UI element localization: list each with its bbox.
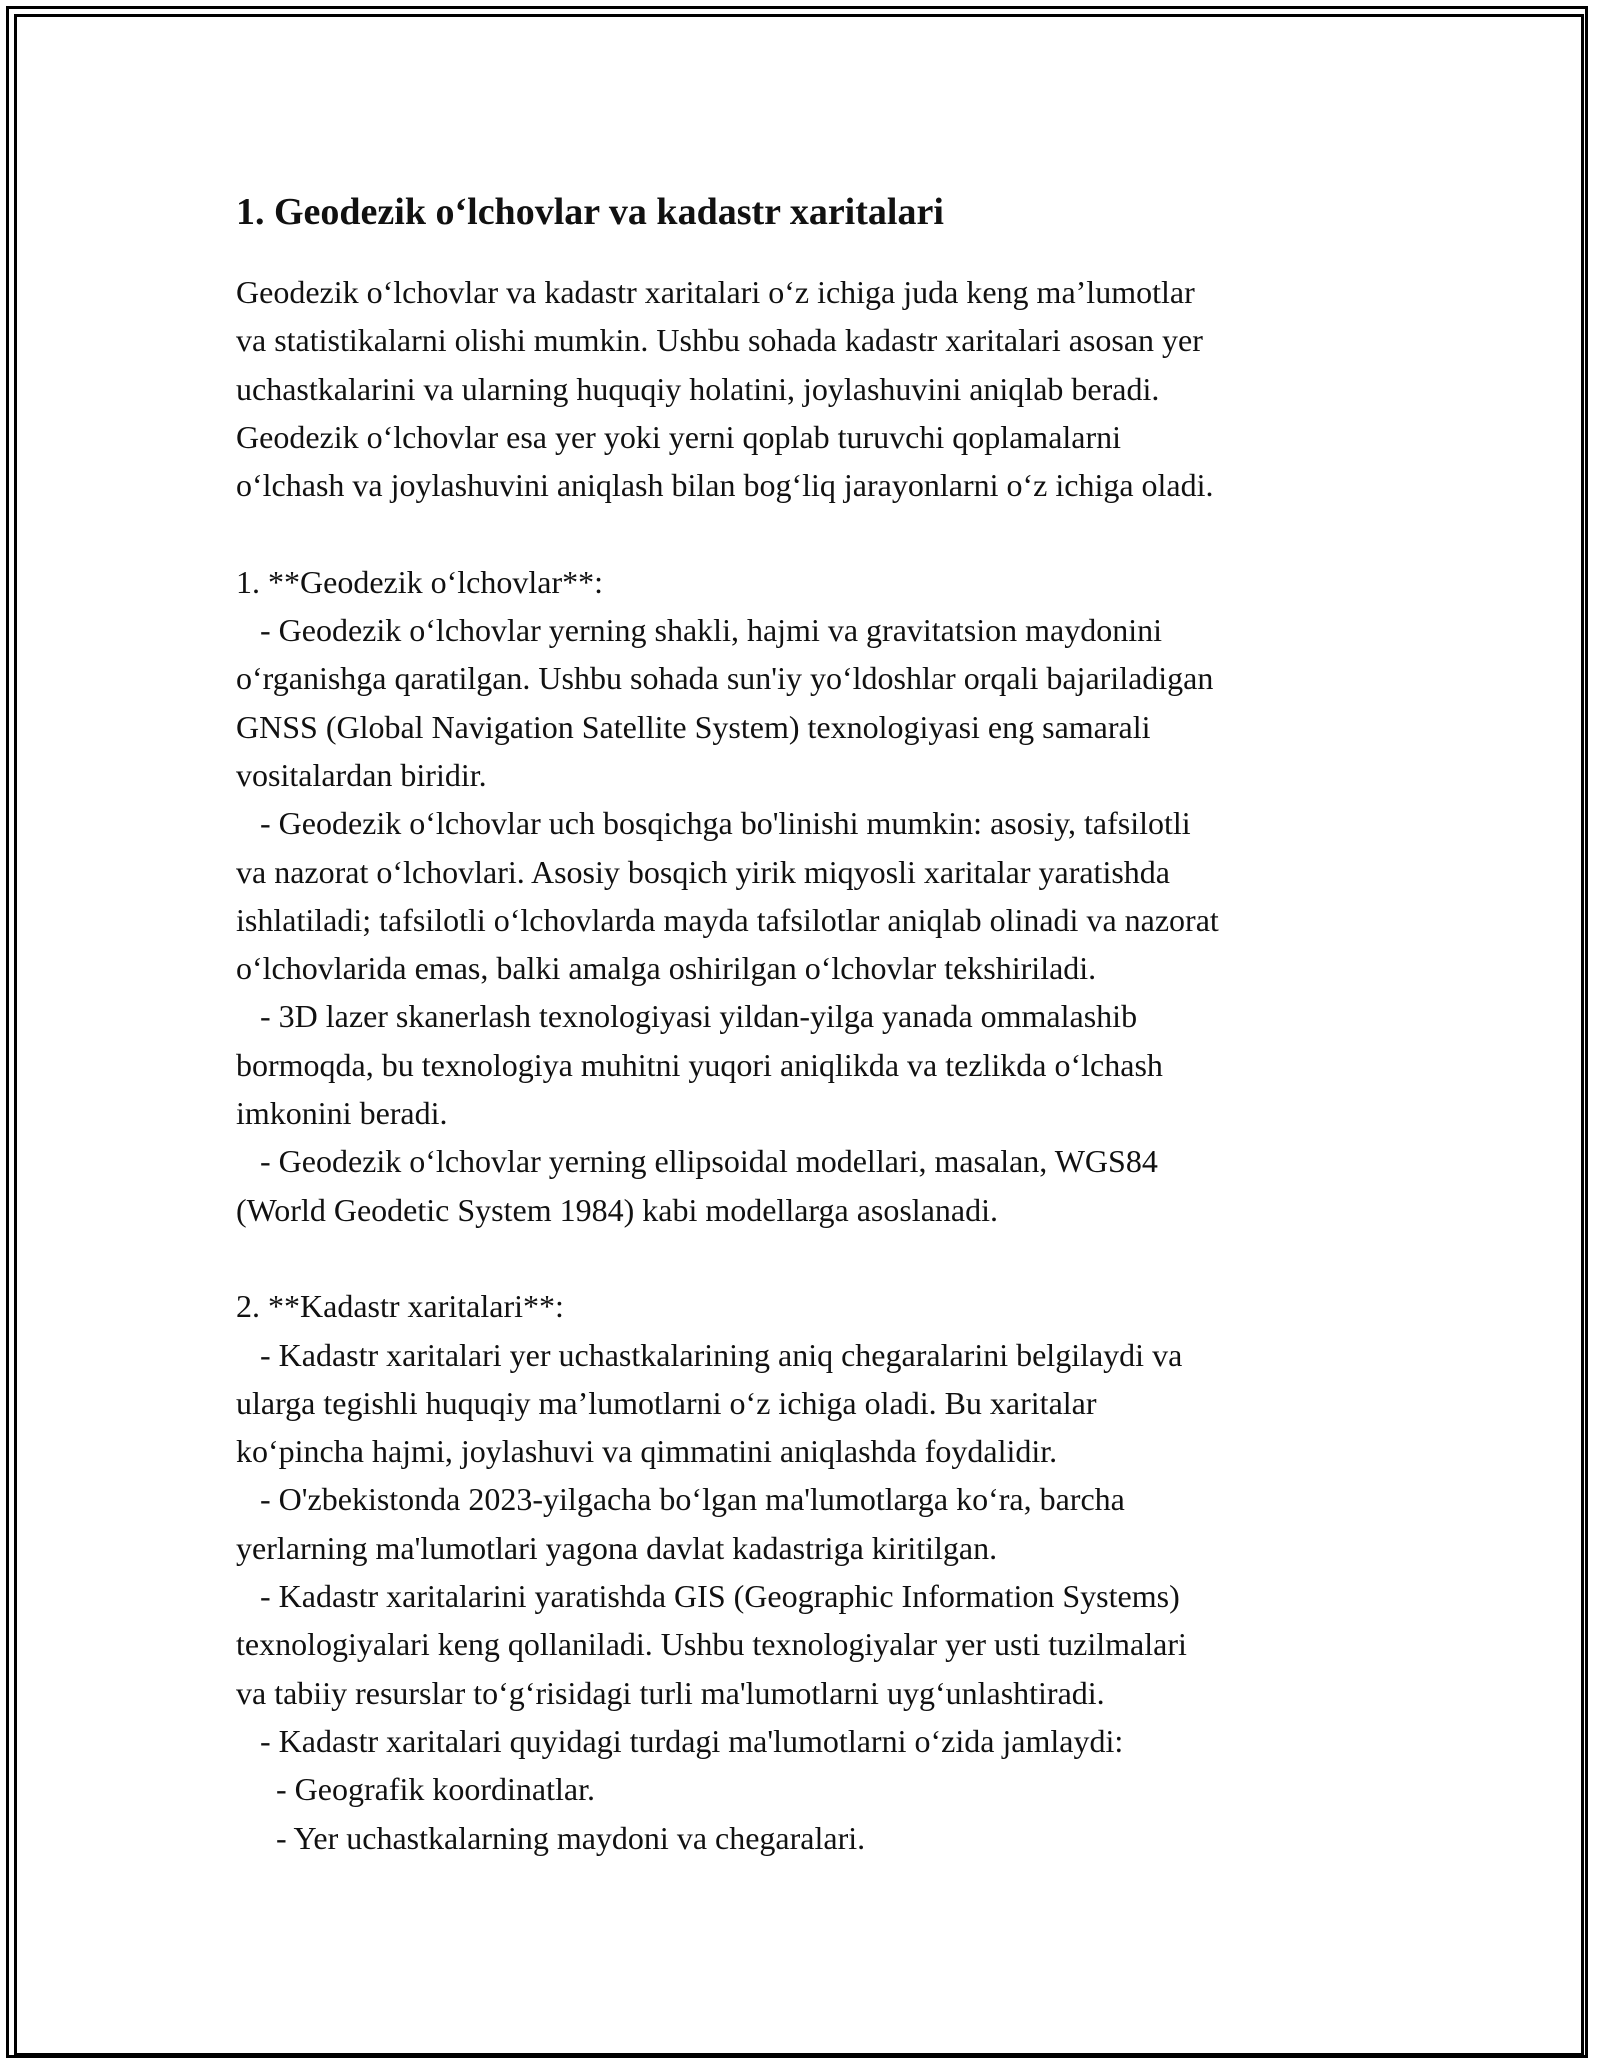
text-line: 1. **Geodezik o‘lchovlar**: <box>236 563 603 600</box>
text-line: o‘rganishga qaratilgan. Ushbu sohada sun'iy yo‘ldoshlar orqali bajariladigan <box>236 660 1214 697</box>
text-line: bormoqda, bu texnologiya muhitni yuqori aniqlikda va tezlikda o‘lchash <box>236 1046 1163 1083</box>
text-line: ishlatiladi; tafsilotli o‘lchovlarda mayda tafsilotlar aniqlab olinadi va nazorat <box>236 901 1219 938</box>
text-line: - O'zbekistonda 2023-yilgacha bo‘lgan ma'lumotlarga ko‘ra, barcha <box>236 1481 1125 1518</box>
text-line: va nazorat o‘lchovlari. Asosiy bosqich yirik miqyosli xaritalar yaratishda <box>236 853 1170 890</box>
text-line: - Geodezik o‘lchovlar uch bosqichga bo'linishi mumkin: asosiy, tafsilotli <box>236 805 1191 842</box>
text-line: va tabiiy resurslar to‘g‘risidagi turli ma'lumotlarni uyg‘unlashtiradi. <box>236 1674 1105 1711</box>
text-line: - Geodezik o‘lchovlar yerning ellipsoidal modellari, masalan, WGS84 <box>236 1143 1158 1180</box>
text-line: ularga tegishli huquqiy ma’lumotlarni o‘z ichiga oladi. Bu xaritalar <box>236 1384 1097 1421</box>
text-line: 2. **Kadastr xaritalari**: <box>236 1288 564 1325</box>
text-line: Geodezik o‘lchovlar esa yer yoki yerni qoplab turuvchi qoplamalarni <box>236 418 1122 455</box>
text-line: texnologiyalari keng qollaniladi. Ushbu texnologiyalar yer usti tuzilmalari <box>236 1626 1187 1663</box>
text-line: vositalardan biridir. <box>236 756 487 793</box>
text-line: - 3D lazer skanerlash texnologiyasi yildan-yilga yanada ommalashib <box>236 998 1138 1035</box>
text-line: - Kadastr xaritalari quyidagi turdagi ma'lumotlarni o‘zida jamlaydi: <box>236 1722 1124 1759</box>
text-line: o‘lchovlarida emas, balki amalga oshirilgan o‘lchovlar tekshiriladi. <box>236 950 1097 987</box>
text-line: GNSS (Global Navigation Satellite System) texnologiyasi eng samarali <box>236 708 1151 745</box>
text-line: - Yer uchastkalarning maydoni va chegaralari. <box>236 1819 866 1856</box>
text-line: yerlarning ma'lumotlari yagona davlat kadastriga kiritilgan. <box>236 1529 998 1566</box>
text-line: o‘lchash va joylashuvini aniqlash bilan bog‘liq jarayonlarni o‘z ichiga oladi. <box>236 467 1214 504</box>
text-line: - Geodezik o‘lchovlar yerning shakli, hajmi va gravitatsion maydonini <box>236 612 1162 649</box>
document-title: 1. Geodezik o‘lchovlar va kadastr xaritalari <box>236 191 944 233</box>
text-line: - Kadastr xaritalarini yaratishda GIS (Geographic Information Systems) <box>236 1578 1180 1615</box>
text-line: imkonini beradi. <box>236 1095 448 1132</box>
blank-line <box>236 509 1376 557</box>
text-line: uchastkalarini va ularning huquqiy holatini, joylashuvini aniqlab beradi. <box>236 370 1160 407</box>
document-body <box>236 186 1376 1862</box>
blank-line <box>236 1234 1376 1282</box>
document-text <box>236 268 1376 1862</box>
text-line: - Kadastr xaritalari yer uchastkalarining aniq chegaralarini belgilaydi va <box>236 1336 1183 1373</box>
text-line: ko‘pincha hajmi, joylashuvi va qimmatini aniqlashda foydalidir. <box>236 1433 1058 1470</box>
text-line: - Geografik koordinatlar. <box>236 1771 595 1808</box>
text-line: Geodezik o‘lchovlar va kadastr xaritalari o‘z ichiga juda keng ma’lumotlar <box>236 274 1195 310</box>
text-line: (World Geodetic System 1984) kabi modellarga asoslanadi. <box>236 1191 998 1228</box>
text-line: va statistikalarni olishi mumkin. Ushbu sohada kadastr xaritalari asosan yer <box>236 322 1203 359</box>
